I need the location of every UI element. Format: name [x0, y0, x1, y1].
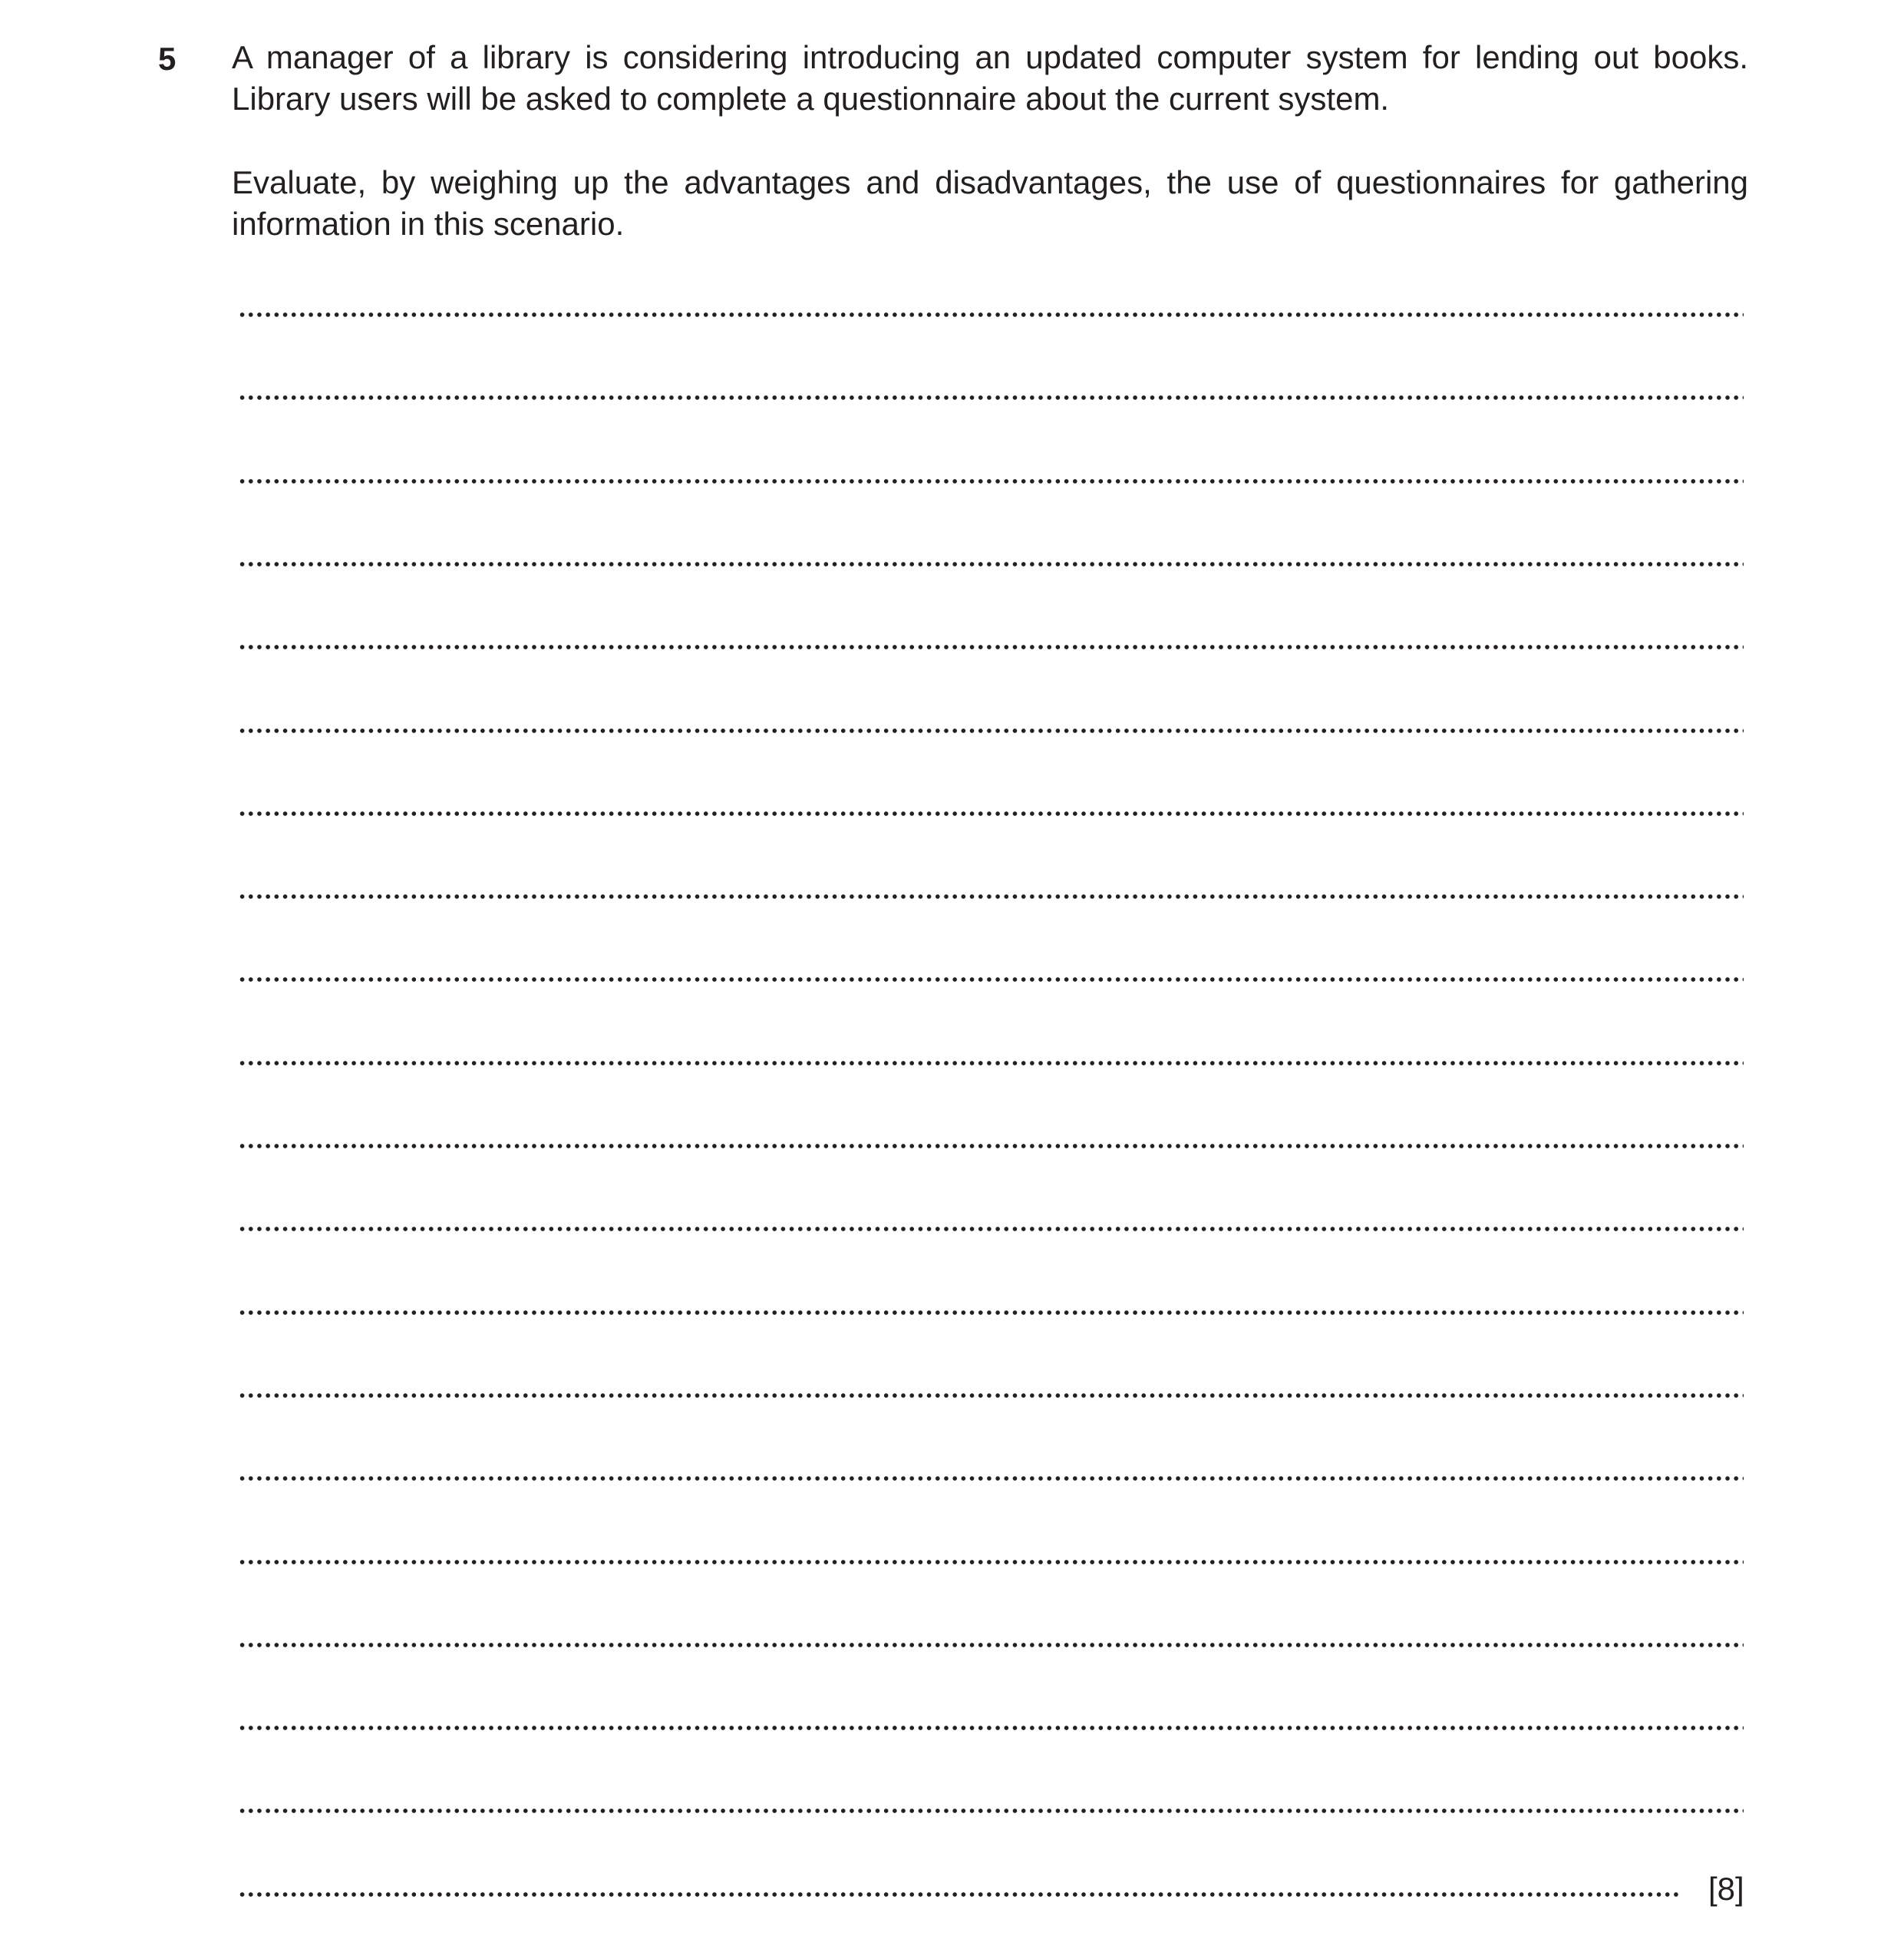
question-number: 5 [158, 41, 177, 77]
question-stem: A manager of a library is considering introducing an updated computer system for lending out books. Library users will be asked to complete a questionnaire about the current system. [232, 39, 1748, 117]
answer-input[interactable] [238, 261, 1744, 1904]
question-instruction: Evaluate, by weighing up the advantages and disadvantages, the use of questionnaires for gathering information in this scenario. [232, 164, 1748, 242]
marks-label: [8] [1708, 1871, 1744, 1907]
